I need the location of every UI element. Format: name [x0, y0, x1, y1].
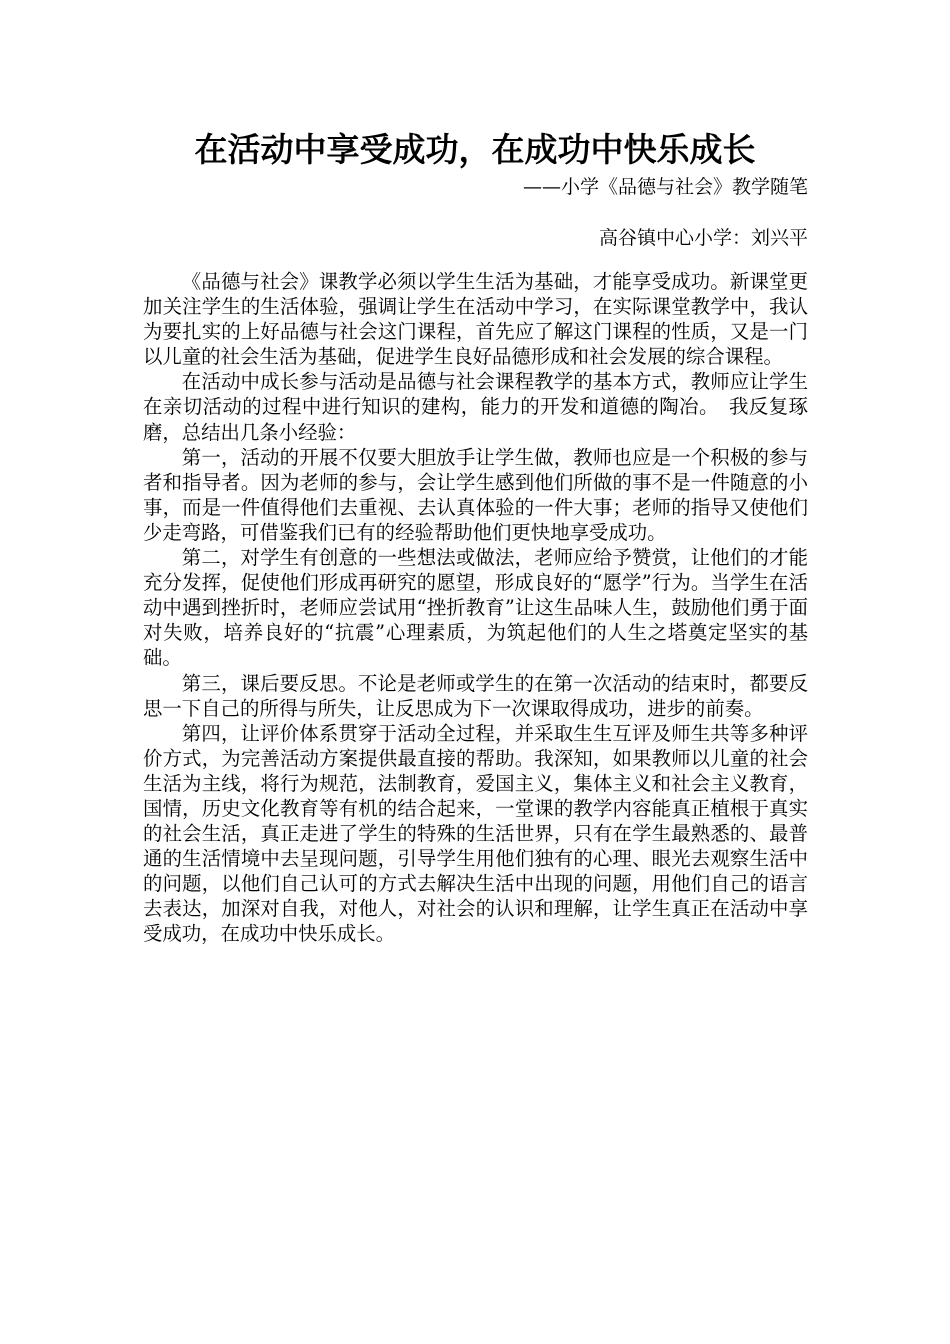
paragraph: 第一，活动的开展不仅要大胆放手让学生做，教师也应是一个积极的参与者和指导者。因为老师的参与，会让学生感到他们所做的事不是一件随意的小事，而是一件值得他们去重视、去认真体验的一件大事；老师的指导又使他们少走弯路，可借鉴我们已有的经验帮助他们更快地享受成功。	[143, 445, 808, 544]
paragraph: 第四，让评价体系贯穿于活动全过程，并采取生生互评及师生共等多种评价方式，为完善活动方案提供最直接的帮助。我深知，如果教师以儿童的社会生活为主线，将行为规范，法制教育，爱国主义，集体主义和社会主义教育，国情，历史文化教育等有机的结合起来，一堂课的教学内容能真正植根于真实的社会生活，真正走进了学生的特殊的生活世界，只有在学生最熟悉的、最普通的生活情境中去呈现问题，引导学生用他们独有的心理、眼光去观察生活中的问题，以他们自己认可的方式去解决生活中出现的问题，用他们自己的语言去表达，加深对自我，对他人，对社会的认识和理解，让学生真正在活动中享受成功，在成功中快乐成长。	[143, 721, 808, 946]
body-text	[143, 269, 808, 947]
paragraph: 《品德与社会》课教学必须以学生生活为基础，才能享受成功。新课堂更加关注学生的生活体验，强调让学生在活动中学习，在实际课堂教学中，我认为要扎实的上好品德与社会这门课程，首先应了解这门课程的性质，又是一门以儿童的社会生活为基础，促进学生良好品德形成和社会发展的综合课程。	[143, 270, 808, 369]
paragraph: 第二，对学生有创意的一些想法或做法，老师应给予赞赏，让他们的才能充分发挥，促使他们形成再研究的愿望，形成良好的“愿学”行为。当学生在活动中遇到挫折时，老师应尝试用“挫折教育”让这生品味人生，鼓励他们勇于面对失败，培养良好的“抗震”心理素质，为筑起他们的人生之塔奠定坚实的基础。	[143, 546, 808, 670]
paragraph: 在活动中成长参与活动是品德与社会课程教学的基本方式，教师应让学生在亲切活动的过程中进行知识的建构，能力的开发和道德的陶冶。 我反复琢磨，总结出几条小经验：	[143, 370, 808, 444]
page-title: 在活动中享受成功，在成功中快乐成长	[194, 130, 756, 169]
page-subtitle: ——小学《品德与社会》教学随笔	[522, 176, 808, 198]
author-line: 高谷镇中心小学：刘兴平	[598, 227, 808, 249]
paragraph: 第三，课后要反思。不论是老师或学生的在第一次活动的结束时，都要反思一下自己的所得与所失，让反思成为下一次课取得成功，进步的前奏。	[143, 671, 808, 720]
